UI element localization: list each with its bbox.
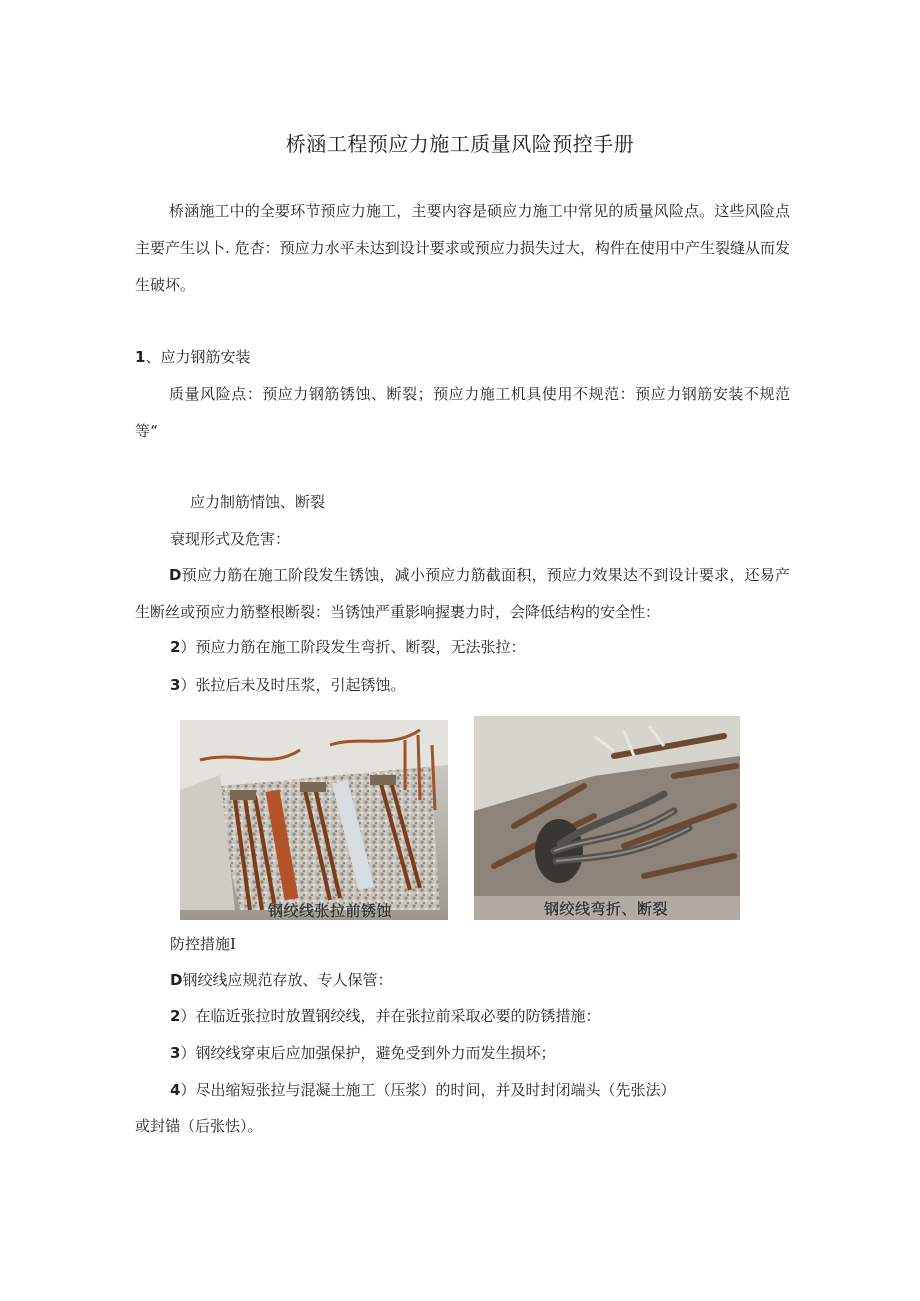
measure-2 [170, 1006, 600, 1026]
item-3-number: 3 [170, 676, 181, 694]
measure-1-text: 钢绞线应规范存放、专人保管： [182, 971, 393, 989]
item-2-number: 2 [170, 638, 181, 656]
intro-text: 桥涵施工中的全要环节预应力施工，主要内容是硕应力施工中常见的质量风险点。这些风险点主要产生以卜. 危杏：预应力水平未达到设计要求或预应力损失过大，构件在使用中产生裂缝从而发生破坏。 [135, 202, 790, 294]
subheading: 应力制筋情蚀、断裂 [190, 493, 326, 511]
section-title: 、应力钢筋安装 [145, 348, 251, 366]
photo-2-caption: 钢绞线弯折、断裂 [544, 900, 669, 918]
measure-3-text: ）钢绞线穿束后应加强保护，避免受到外力而发生损坏； [180, 1044, 556, 1062]
measure-4-number: 4 [170, 1081, 181, 1099]
measure-3-number: 3 [170, 1044, 181, 1062]
photo-rusted-strands-image [180, 720, 448, 920]
item-2-text: ）预应力筋在施工阶段发生弯折、断裂，无法张拉： [180, 638, 526, 656]
measure-2-text: ）在临近张拉时放置钢绞线，并在张拉前采取必要的防锈措施： [180, 1007, 601, 1025]
item-1-number: D [169, 566, 182, 584]
photo-broken-strands-image [474, 716, 740, 920]
page-title: 桥涵工程预应力施工质量风险预控手册 [285, 132, 635, 156]
measures-label: 防控措施I [170, 935, 236, 953]
item-3 [170, 675, 405, 695]
measure-3 [170, 1043, 555, 1063]
measure-1 [170, 970, 392, 990]
photo-1-caption: 钢绞线张拉前锈蚀 [268, 902, 393, 920]
measure-2-number: 2 [170, 1007, 181, 1025]
risk-points-text: 质量风险点：预应力钢筋锈蚀、断裂；预应力施工机具使用不规范：预应力钢筋安装不规范等“ [135, 385, 790, 440]
section-heading [135, 347, 250, 367]
section-number: 1 [135, 348, 146, 366]
item-2 [170, 637, 525, 657]
photo-rusted-strands [180, 720, 448, 920]
measure-4-text: ）尽出缩短张拉与混凝土施工（压浆）的时间，并及时封闭端头（先张法） [180, 1081, 676, 1099]
risk-points-paragraph [135, 376, 790, 450]
measures-tail: 或封锚（后张怯）。 [135, 1117, 263, 1135]
intro-paragraph [135, 193, 790, 304]
measure-4 [170, 1080, 675, 1100]
photo-broken-strands [474, 716, 740, 920]
manifest-label: 衰现形式及危害： [170, 530, 291, 548]
item-1-text: 预应力筋在施工阶段发生锈蚀，减小预应力筋截面积，预应力效果达不到设计要求，还易产生断丝或预应力筋整根断裂：当锈蚀严重影响握裹力时，会降低结构的安全性： [135, 566, 790, 621]
item-3-text: ）张拉后未及时压浆，引起锈蚀。 [180, 676, 406, 694]
item-1 [135, 557, 790, 631]
measure-1-number: D [170, 971, 183, 989]
